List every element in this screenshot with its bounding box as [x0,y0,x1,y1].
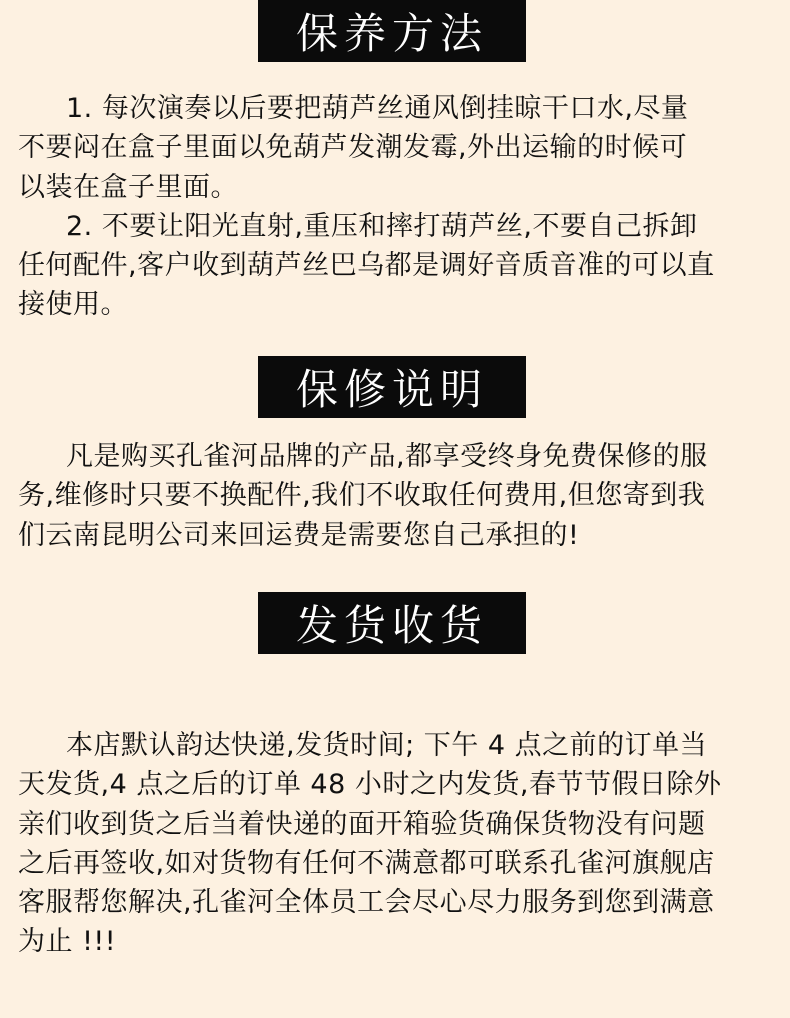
care-line-4: 2. 不要让阳光直射,重压和摔打葫芦丝,不要自己拆卸 [66,210,698,242]
care-method-heading: 保养方法 [258,0,526,62]
shipping-line-2: 天发货,4 点之后的订单 48 小时之内发货,春节节假日除外 [18,769,722,801]
care-line-1: 1. 每次演奏以后要把葫芦丝通风倒挂晾干口水,尽量 [66,93,689,124]
warranty-line-1: 凡是购买孔雀河品牌的产品,都享受终身免费保修的服 [66,441,708,472]
shipping-line-1: 本店默认韵达快递,发货时间; 下午 4 点之前的订单当 [66,730,708,761]
shipping-text [18,726,776,962]
shipping-line-5: 客服帮您解决,孔雀河全体员工会尽心尽力服务到您到满意 [18,887,715,919]
care-line-2: 不要闷在盒子里面以免葫芦发潮发霉,外出运输的时候可 [18,132,688,164]
warranty-line-3: 们云南昆明公司来回运费是需要您自己承担的! [18,519,580,551]
shipping-line-6: 为止 !!! [18,926,117,958]
warranty-heading: 保修说明 [258,356,526,418]
care-line-6: 接使用。 [18,289,128,321]
shipping-heading: 发货收货 [258,592,526,654]
shipping-line-3: 亲们收到货之后当着快递的面开箱验货确保货物没有问题 [18,808,706,840]
care-method-text [18,89,776,325]
warranty-line-2: 务,维修时只要不换配件,我们不收取任何费用,但您寄到我 [18,480,706,512]
care-line-3: 以装在盒子里面。 [18,171,238,203]
care-line-5: 任何配件,客户收到葫芦丝巴乌都是调好音质音准的可以直 [18,250,715,282]
warranty-text [18,437,776,555]
shipping-line-4: 之后再签收,如对货物有任何不满意都可联系孔雀河旗舰店 [18,847,715,879]
